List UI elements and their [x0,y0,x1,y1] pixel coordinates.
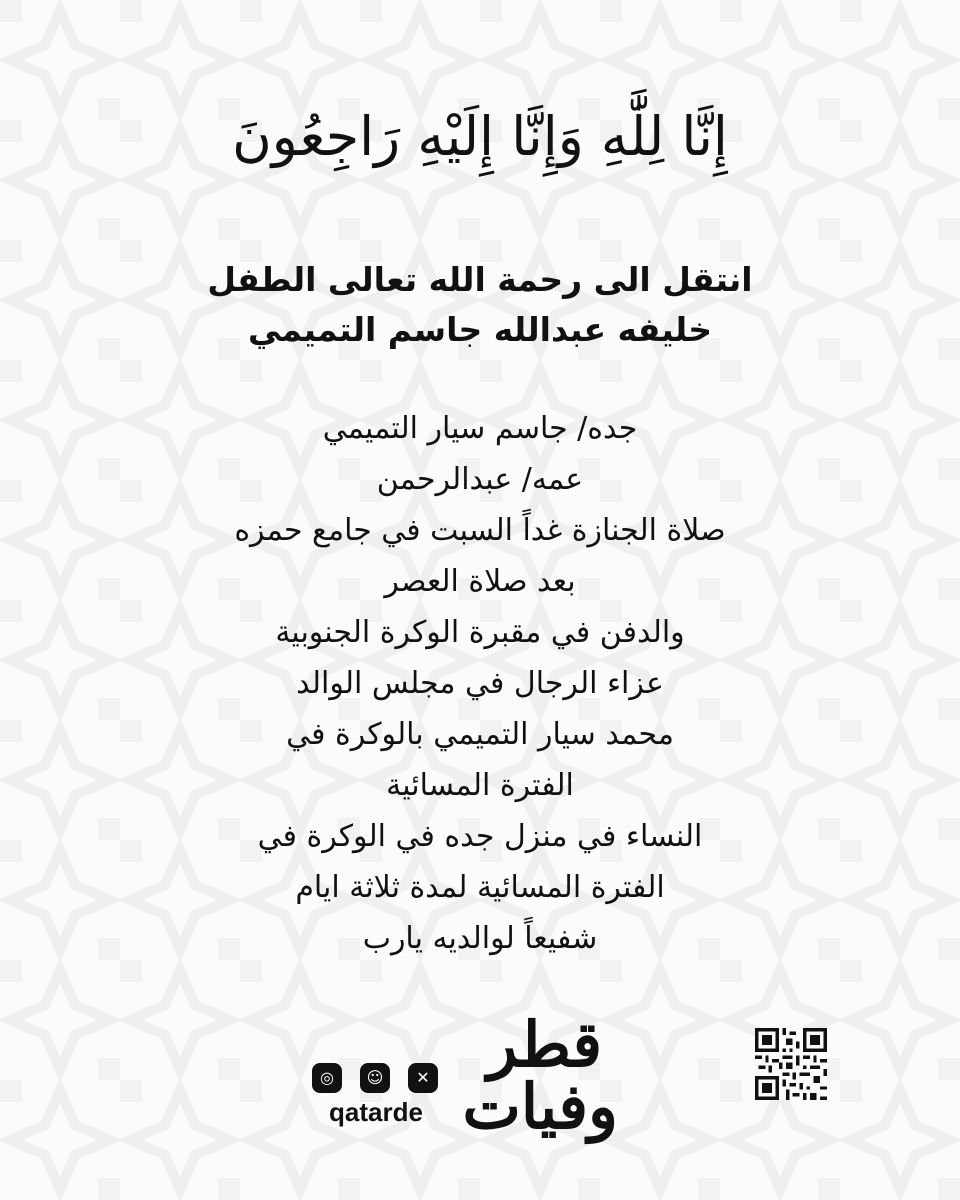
heading-line-2: خليفه عبدالله جاسم التميمي [248,310,712,349]
detail-line: عمه/ عبدالرحمن [376,462,584,497]
detail-line: جده/ جاسم سيار التميمي [322,411,638,446]
quran-verse-calligraphy: إِنَّا لِلَّٰهِ وَإِنَّا إِلَيْهِ رَاجِعُونَ [232,105,728,168]
social-handle: qatarde [329,1097,423,1127]
detail-line: بعد صلاة العصر [384,564,576,599]
heading-line-1: انتقل الى رحمة الله تعالى الطفل [207,260,753,299]
logo-word-qatar: قطر [487,1008,602,1081]
logo-word-wafiyat: وفيات [462,1070,618,1143]
snapchat-icon[interactable]: ☺ [360,1063,390,1093]
detail-line: والدفن في مقبرة الوكرة الجنوبية [275,615,685,650]
funeral-details [0,403,960,964]
detail-line: محمد سيار التميمي بالوكرة في [286,717,674,752]
detail-line: شفيعاً لوالديه يارب [362,921,598,956]
detail-line: صلاة الجنازة غداً السبت في جامع حمزه [234,513,726,548]
brand-logo [450,1010,630,1160]
detail-line: الفترة المسائية [386,768,574,803]
x-icon[interactable]: ✕ [408,1063,438,1093]
announcement-heading [0,255,960,355]
instagram-icon[interactable]: ◎ [312,1063,342,1093]
detail-line: عزاء الرجال في مجلس الوالد [296,666,664,701]
social-links [312,1063,440,1133]
detail-line: الفترة المسائية لمدة ثلاثة ايام [295,870,665,905]
qr-code-icon[interactable] [755,1028,827,1100]
detail-line: النساء في منزل جده في الوكرة في [257,819,703,854]
